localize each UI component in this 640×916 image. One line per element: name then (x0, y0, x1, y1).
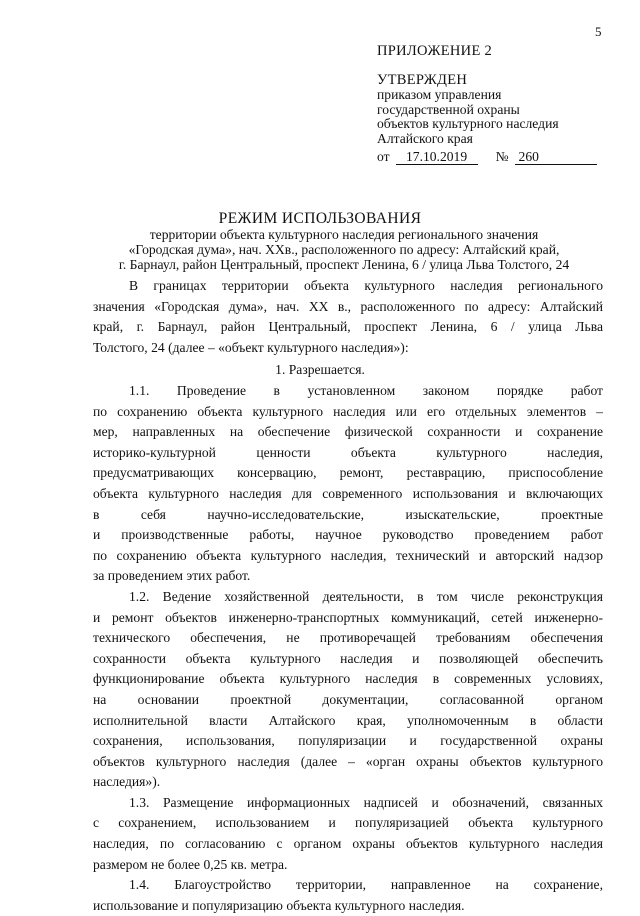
order-number-label: № (495, 149, 509, 165)
text-line: по сохранению объекта культурного наследия, технический и авторский надзор (93, 547, 603, 563)
text-line: наследия»). (93, 774, 161, 790)
text-line: предусматривающих консервацию, ремонт, реставрацию, приспособление (93, 465, 603, 481)
text-line: в себя научно-исследовательские, изыскательские, проектные (93, 506, 603, 522)
text-line: на основании проектной документации, согласованной органом (93, 691, 603, 707)
text-line: и производственные работы, научное руководство проведением работ (93, 527, 603, 543)
approved-title: УТВЕРЖДЕН (377, 72, 468, 88)
text-line: по сохранению объекта культурного наследия или его отдельных элементов – (93, 403, 603, 419)
page-number: 5 (595, 24, 602, 39)
approval-line: государственной охраны (377, 101, 520, 117)
permitted-items (93, 381, 603, 916)
approval-line: Алтайского края (377, 130, 473, 146)
approval-line: объектов культурного наследия (377, 116, 559, 132)
text-line: сохранности объекта культурного наследия и позволяющей обеспечить (93, 650, 603, 666)
text-line: значения «Городская дума», нач. XX в., расположенного по адресу: Алтайский (93, 298, 603, 314)
order-number: 260 (515, 149, 597, 165)
text-line: объектов культурного наследия (далее – «орган охраны объектов культурного (93, 753, 603, 769)
subtitle-line: «Городская дума», нач. XXв., расположенного по адресу: Алтайский край, (128, 241, 560, 257)
text-line: сохранения, использования, популяризации и государственной охраны (93, 733, 603, 749)
text-line: 1.2. Ведение хозяйственной деятельности, в том числе реконструкция (129, 588, 603, 604)
text-line: историко-культурной ценности объекта культурного наследия, (93, 444, 603, 460)
intro-paragraph (93, 276, 603, 358)
order-date-label: от (377, 149, 390, 165)
order-date-number-row (377, 149, 627, 165)
text-line: с сохранением, использованием и популяризацией объекта культурного (93, 815, 603, 831)
text-line: и ремонт объектов инженерно-транспортных коммуникаций, сетей инженерно- (93, 609, 603, 625)
text-line: В границах территории объекта культурного наследия регионального (129, 278, 603, 293)
text-line: 1.3. Размещение информационных надписей и обозначений, связанных (129, 794, 603, 810)
document-subtitle (80, 228, 608, 272)
subtitle-line: территории объекта культурного наследия регионального значения (149, 227, 539, 242)
approval-line: приказом управления (377, 87, 502, 102)
text-line: размером не более 0,25 кв. метра. (93, 856, 288, 872)
text-line: технического обеспечения, не противоречащей требованиям обеспечения (93, 630, 603, 646)
text-line: объекта культурного наследия для современного использования и включающих (93, 485, 603, 501)
text-line: функционирование объекта культурного наследия в современных условиях, (93, 671, 603, 687)
document-title: РЕЖИМ ИСПОЛЬЗОВАНИЯ (218, 210, 422, 227)
text-line: за проведением этих работ. (93, 568, 251, 584)
text-line: край, г. Барнаул, район Центральный, проспект Ленина, 6 / улица Льва (93, 319, 603, 335)
order-date: 17.10.2019 (396, 149, 478, 165)
appendix-header (377, 44, 627, 165)
subtitle-line: г. Барнаул, район Центральный, проспект Ленина, 6 / улица Льва Толстого, 24 (118, 256, 570, 272)
appendix-title: ПРИЛОЖЕНИЕ 2 (377, 43, 493, 59)
text-line: 1.4. Благоустройство территории, направленное на сохранение, (129, 877, 603, 893)
text-line: мер, направленных на обеспечение физической сохранности и сохранение (93, 424, 603, 440)
text-line: использование и популяризацию объекта культурного наследия. (93, 897, 465, 913)
text-line: наследия, по согласованию с органом охраны объектов культурного наследия (93, 836, 603, 852)
text-line: исполнительной власти Алтайского края, уполномоченным в области (93, 712, 603, 728)
text-line: 1.1. Проведение в установленном законом порядке работ (129, 383, 603, 398)
text-line: Толстого, 24 (далее – «объект культурного наследия»): (93, 339, 409, 355)
section-heading: 1. Разрешается. (275, 362, 365, 377)
